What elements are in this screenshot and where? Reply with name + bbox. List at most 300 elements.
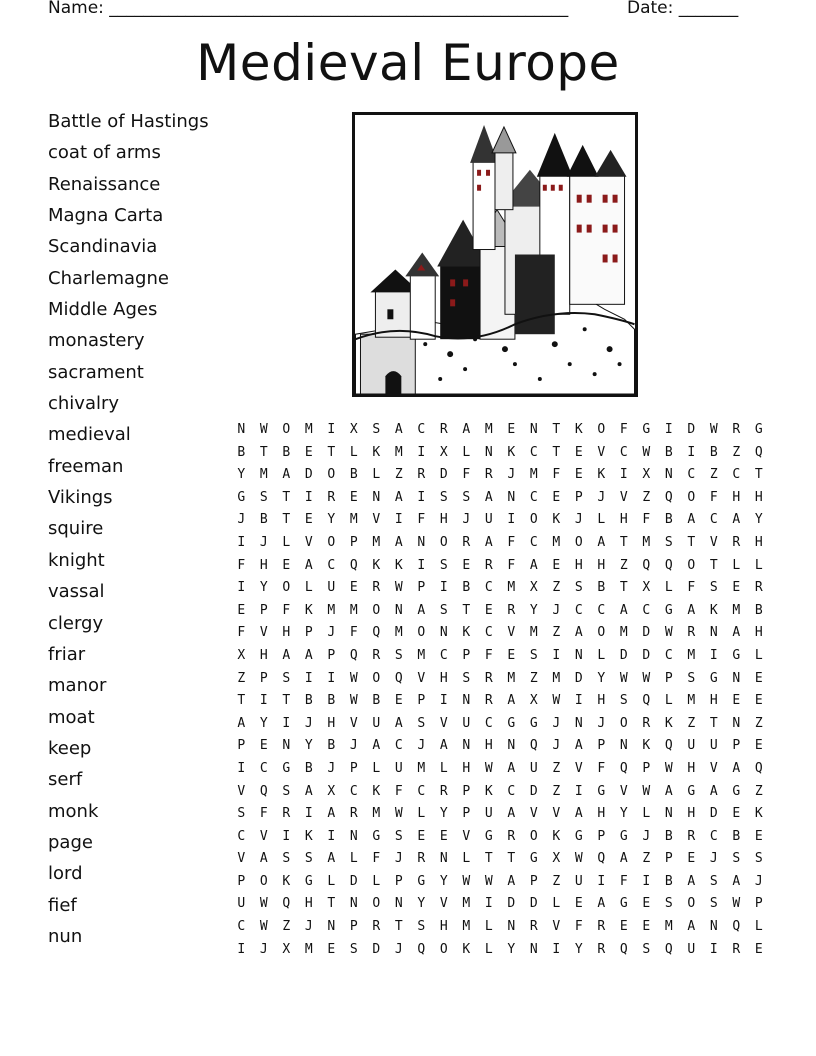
grid-letter: K bbox=[664, 715, 673, 731]
grid-letter: O bbox=[529, 512, 538, 528]
grid-letter: I bbox=[439, 693, 448, 709]
grid-letter: P bbox=[754, 896, 763, 912]
grid-letter: I bbox=[282, 828, 291, 844]
grid-letter: I bbox=[237, 534, 246, 550]
grid-letter: M bbox=[484, 422, 493, 437]
grid-letter: K bbox=[372, 444, 381, 460]
grid-letter: H bbox=[754, 625, 763, 641]
grid-letter: J bbox=[327, 625, 336, 641]
grid-letter: D bbox=[687, 422, 696, 437]
grid-letter: L bbox=[282, 534, 291, 550]
grid-letter: Q bbox=[597, 851, 606, 867]
grid-letter: K bbox=[709, 602, 718, 618]
grid-letter: A bbox=[597, 896, 606, 912]
grid-letter: T bbox=[709, 557, 718, 573]
grid-letter: O bbox=[282, 422, 291, 437]
grid-letter: Y bbox=[439, 873, 448, 889]
grid-letter: M bbox=[372, 534, 381, 550]
grid-letter: F bbox=[237, 625, 246, 641]
grid-letter: V bbox=[259, 625, 268, 641]
grid-letter: R bbox=[417, 467, 426, 483]
grid-letter: G bbox=[574, 828, 583, 844]
grid-letter: B bbox=[304, 693, 313, 709]
grid-letter: E bbox=[754, 738, 763, 754]
grid-letter: X bbox=[642, 580, 651, 596]
word-list-item: Scandinavia bbox=[48, 236, 158, 258]
grid-letter: Z bbox=[754, 715, 763, 731]
grid-letter: P bbox=[417, 580, 426, 596]
grid-letter: C bbox=[597, 602, 606, 618]
grid-letter: E bbox=[304, 444, 313, 460]
grid-letter: E bbox=[574, 467, 583, 483]
grid-letter: M bbox=[507, 580, 516, 596]
grid-letter: P bbox=[394, 873, 403, 889]
grid-letter: Z bbox=[552, 873, 561, 889]
grid-letter: H bbox=[462, 760, 471, 776]
grid-letter: S bbox=[642, 941, 651, 957]
word-search-grid bbox=[230, 419, 770, 961]
grid-letter: E bbox=[642, 919, 651, 935]
grid-letter: U bbox=[529, 760, 538, 776]
grid-letter: H bbox=[574, 557, 583, 573]
grid-letter: L bbox=[484, 919, 493, 935]
grid-letter: W bbox=[664, 625, 673, 641]
grid-letter: E bbox=[417, 828, 426, 844]
grid-letter: H bbox=[282, 625, 291, 641]
grid-letter: T bbox=[552, 422, 561, 437]
grid-letter: G bbox=[709, 670, 718, 686]
grid-letter: A bbox=[304, 647, 313, 663]
grid-letter: O bbox=[687, 557, 696, 573]
grid-letter: S bbox=[282, 851, 291, 867]
grid-letter: W bbox=[732, 896, 741, 912]
grid-letter: E bbox=[507, 647, 516, 663]
grid-letter: I bbox=[304, 489, 313, 505]
grid-letter: F bbox=[282, 602, 291, 618]
grid-letter: Q bbox=[732, 919, 741, 935]
grid-letter: N bbox=[507, 738, 516, 754]
grid-letter: Y bbox=[259, 580, 268, 596]
grid-letter: P bbox=[349, 919, 358, 935]
grid-letter: I bbox=[417, 557, 426, 573]
grid-letter: J bbox=[259, 534, 268, 550]
grid-letter: M bbox=[664, 919, 673, 935]
grid-letter: S bbox=[754, 851, 763, 867]
grid-letter: K bbox=[372, 557, 381, 573]
word-list-item: coat of arms bbox=[48, 142, 161, 164]
word-list-item: Magna Carta bbox=[48, 205, 164, 227]
grid-letter: B bbox=[709, 444, 718, 460]
grid-letter: O bbox=[439, 941, 448, 957]
grid-letter: A bbox=[394, 422, 403, 437]
grid-letter: E bbox=[507, 422, 516, 437]
grid-letter: P bbox=[349, 760, 358, 776]
word-list-item: fief bbox=[48, 894, 77, 916]
grid-letter: W bbox=[259, 422, 268, 437]
grid-letter: W bbox=[394, 806, 403, 822]
grid-letter: M bbox=[462, 919, 471, 935]
grid-letter: H bbox=[439, 919, 448, 935]
grid-letter: Q bbox=[417, 941, 426, 957]
grid-letter: Y bbox=[327, 512, 336, 528]
grid-letter: H bbox=[327, 715, 336, 731]
word-list-item: Vikings bbox=[48, 487, 113, 509]
grid-letter: H bbox=[732, 489, 741, 505]
grid-letter: P bbox=[259, 602, 268, 618]
grid-letter: A bbox=[619, 851, 628, 867]
grid-letter: S bbox=[709, 896, 718, 912]
grid-letter: M bbox=[529, 625, 538, 641]
grid-letter: R bbox=[687, 625, 696, 641]
grid-letter: X bbox=[282, 941, 291, 957]
grid-letter: Z bbox=[237, 670, 246, 686]
grid-letter: B bbox=[597, 580, 606, 596]
grid-letter: L bbox=[462, 444, 471, 460]
grid-letter: G bbox=[597, 783, 606, 799]
word-list-item: friar bbox=[48, 643, 86, 665]
grid-letter: P bbox=[597, 738, 606, 754]
grid-letter: H bbox=[259, 647, 268, 663]
grid-letter: Q bbox=[754, 760, 763, 776]
grid-letter: G bbox=[687, 783, 696, 799]
grid-letter: A bbox=[439, 738, 448, 754]
grid-letter: F bbox=[687, 580, 696, 596]
grid-letter: Q bbox=[282, 896, 291, 912]
word-list-item: vassal bbox=[48, 581, 105, 603]
grid-letter: Q bbox=[664, 489, 673, 505]
grid-letter: I bbox=[439, 580, 448, 596]
grid-letter: N bbox=[529, 941, 538, 957]
grid-letter: J bbox=[304, 715, 313, 731]
grid-letter: M bbox=[507, 670, 516, 686]
grid-letter: U bbox=[237, 896, 246, 912]
grid-letter: E bbox=[552, 557, 561, 573]
word-list-item: Middle Ages bbox=[48, 299, 158, 321]
grid-letter: K bbox=[642, 738, 651, 754]
grid-letter: I bbox=[237, 580, 246, 596]
grid-letter: T bbox=[687, 534, 696, 550]
grid-letter: L bbox=[642, 806, 651, 822]
grid-letter: Y bbox=[439, 806, 448, 822]
grid-letter: S bbox=[304, 851, 313, 867]
grid-letter: K bbox=[754, 806, 763, 822]
grid-letter: F bbox=[574, 919, 583, 935]
grid-letter: I bbox=[237, 760, 246, 776]
grid-letter: E bbox=[259, 738, 268, 754]
grid-letter: O bbox=[282, 580, 291, 596]
grid-letter: O bbox=[327, 467, 336, 483]
grid-letter: C bbox=[394, 738, 403, 754]
grid-letter: V bbox=[709, 534, 718, 550]
grid-letter: L bbox=[754, 557, 763, 573]
grid-letter: I bbox=[304, 806, 313, 822]
grid-letter: T bbox=[327, 896, 336, 912]
grid-letter: J bbox=[394, 851, 403, 867]
grid-letter: T bbox=[507, 851, 516, 867]
grid-letter: D bbox=[507, 896, 516, 912]
word-list-item: Battle of Hastings bbox=[48, 111, 209, 132]
grid-letter: X bbox=[529, 580, 538, 596]
grid-letter: P bbox=[417, 693, 426, 709]
grid-letter: I bbox=[259, 693, 268, 709]
grid-letter: I bbox=[709, 941, 718, 957]
castle-illustration-icon bbox=[352, 112, 638, 397]
grid-letter: E bbox=[462, 557, 471, 573]
grid-letter: A bbox=[259, 851, 268, 867]
grid-letter: I bbox=[394, 512, 403, 528]
grid-letter: A bbox=[484, 534, 493, 550]
grid-letter: B bbox=[327, 738, 336, 754]
grid-letter: T bbox=[484, 851, 493, 867]
grid-letter: P bbox=[259, 670, 268, 686]
grid-letter: A bbox=[574, 806, 583, 822]
grid-letter: J bbox=[642, 828, 651, 844]
name-field-label: Name: ______________________________________________________ bbox=[48, 0, 569, 18]
grid-letter: F bbox=[709, 489, 718, 505]
grid-letter: R bbox=[439, 783, 448, 799]
grid-letter: T bbox=[282, 489, 291, 505]
grid-letter: D bbox=[642, 647, 651, 663]
grid-letter: C bbox=[529, 534, 538, 550]
grid-letter: X bbox=[529, 693, 538, 709]
grid-letter: J bbox=[597, 489, 606, 505]
grid-letter: K bbox=[552, 828, 561, 844]
grid-letter: U bbox=[372, 715, 381, 731]
grid-letter: I bbox=[282, 715, 291, 731]
grid-letter: Z bbox=[552, 760, 561, 776]
grid-letter: Z bbox=[552, 580, 561, 596]
grid-letter: J bbox=[574, 512, 583, 528]
grid-letter: V bbox=[709, 760, 718, 776]
grid-letter: M bbox=[417, 760, 426, 776]
grid-letter: A bbox=[687, 602, 696, 618]
grid-letter: G bbox=[642, 422, 651, 437]
grid-letter: V bbox=[417, 670, 426, 686]
grid-letter: K bbox=[462, 941, 471, 957]
grid-letter: R bbox=[327, 489, 336, 505]
grid-letter: F bbox=[619, 422, 628, 437]
grid-letter: L bbox=[349, 444, 358, 460]
grid-letter: A bbox=[304, 557, 313, 573]
grid-letter: J bbox=[754, 873, 763, 889]
grid-letter: S bbox=[439, 602, 448, 618]
grid-letter: E bbox=[574, 444, 583, 460]
grid-letter: N bbox=[237, 422, 246, 437]
grid-letter: M bbox=[552, 534, 561, 550]
grid-letter: E bbox=[349, 580, 358, 596]
grid-letter: X bbox=[349, 422, 358, 437]
grid-letter: U bbox=[394, 760, 403, 776]
grid-letter: G bbox=[754, 422, 763, 437]
grid-letter: N bbox=[439, 625, 448, 641]
grid-letter: B bbox=[282, 444, 291, 460]
grid-letter: T bbox=[619, 580, 628, 596]
grid-letter: V bbox=[619, 783, 628, 799]
grid-letter: W bbox=[349, 693, 358, 709]
grid-letter: E bbox=[732, 580, 741, 596]
grid-letter: N bbox=[394, 602, 403, 618]
grid-letter: F bbox=[462, 467, 471, 483]
grid-letter: V bbox=[237, 851, 246, 867]
grid-letter: N bbox=[394, 896, 403, 912]
grid-letter: W bbox=[259, 919, 268, 935]
grid-letter: B bbox=[304, 760, 313, 776]
grid-letter: P bbox=[237, 738, 246, 754]
grid-letter: V bbox=[237, 783, 246, 799]
grid-letter: E bbox=[394, 693, 403, 709]
word-list-item: keep bbox=[48, 737, 92, 759]
grid-letter: A bbox=[732, 625, 741, 641]
grid-letter: E bbox=[282, 557, 291, 573]
grid-letter: N bbox=[507, 919, 516, 935]
grid-letter: D bbox=[304, 467, 313, 483]
grid-letter: H bbox=[709, 693, 718, 709]
grid-letter: D bbox=[529, 896, 538, 912]
grid-letter: O bbox=[372, 670, 381, 686]
grid-letter: Q bbox=[259, 783, 268, 799]
grid-letter: R bbox=[597, 919, 606, 935]
grid-letter: E bbox=[687, 851, 696, 867]
grid-letter: L bbox=[552, 896, 561, 912]
grid-letter: H bbox=[687, 806, 696, 822]
grid-letter: K bbox=[597, 467, 606, 483]
word-list-item: manor bbox=[48, 675, 107, 697]
grid-letter: O bbox=[259, 873, 268, 889]
grid-letter: L bbox=[664, 693, 673, 709]
grid-letter: Z bbox=[282, 919, 291, 935]
grid-letter: A bbox=[417, 602, 426, 618]
grid-letter: G bbox=[507, 715, 516, 731]
grid-letter: A bbox=[237, 715, 246, 731]
grid-letter: D bbox=[372, 941, 381, 957]
grid-letter: Q bbox=[619, 941, 628, 957]
grid-letter: R bbox=[732, 534, 741, 550]
grid-letter: F bbox=[394, 783, 403, 799]
grid-letter: C bbox=[507, 783, 516, 799]
grid-letter: R bbox=[372, 919, 381, 935]
grid-letter: V bbox=[349, 715, 358, 731]
grid-letter: J bbox=[304, 919, 313, 935]
grid-letter: A bbox=[732, 512, 741, 528]
grid-letter: U bbox=[484, 512, 493, 528]
grid-letter: Z bbox=[642, 489, 651, 505]
grid-letter: A bbox=[282, 647, 291, 663]
grid-letter: I bbox=[552, 647, 561, 663]
grid-letter: B bbox=[754, 602, 763, 618]
grid-letter: O bbox=[687, 896, 696, 912]
grid-letter: T bbox=[552, 444, 561, 460]
grid-letter: N bbox=[619, 738, 628, 754]
word-list-item: freeman bbox=[48, 455, 124, 477]
grid-letter: S bbox=[664, 896, 673, 912]
grid-letter: X bbox=[552, 851, 561, 867]
grid-letter: Z bbox=[552, 625, 561, 641]
grid-letter: L bbox=[349, 851, 358, 867]
grid-letter: G bbox=[619, 828, 628, 844]
grid-letter: H bbox=[259, 557, 268, 573]
grid-letter: V bbox=[529, 806, 538, 822]
grid-letter: B bbox=[732, 828, 741, 844]
grid-letter: N bbox=[439, 851, 448, 867]
grid-letter: A bbox=[372, 738, 381, 754]
grid-letter: P bbox=[462, 806, 471, 822]
grid-letter: I bbox=[552, 941, 561, 957]
grid-letter: X bbox=[327, 783, 336, 799]
grid-letter: T bbox=[394, 919, 403, 935]
grid-letter: G bbox=[619, 896, 628, 912]
grid-letter: O bbox=[439, 534, 448, 550]
grid-letter: N bbox=[484, 444, 493, 460]
grid-letter: Y bbox=[417, 896, 426, 912]
grid-letter: U bbox=[687, 941, 696, 957]
grid-letter: J bbox=[259, 941, 268, 957]
grid-letter: S bbox=[462, 670, 471, 686]
grid-letter: Q bbox=[664, 738, 673, 754]
grid-letter: C bbox=[529, 444, 538, 460]
grid-letter: A bbox=[619, 602, 628, 618]
grid-letter: Z bbox=[529, 670, 538, 686]
grid-letter: I bbox=[327, 828, 336, 844]
grid-letter: F bbox=[642, 512, 651, 528]
grid-letter: A bbox=[687, 512, 696, 528]
word-list bbox=[48, 108, 209, 954]
grid-letter: V bbox=[507, 625, 516, 641]
grid-letter: M bbox=[732, 602, 741, 618]
grid-letter: R bbox=[484, 670, 493, 686]
grid-letter: L bbox=[417, 806, 426, 822]
grid-letter: K bbox=[484, 783, 493, 799]
grid-letter: R bbox=[529, 919, 538, 935]
grid-letter: S bbox=[237, 806, 246, 822]
grid-letter: H bbox=[439, 670, 448, 686]
word-list-item: monk bbox=[48, 800, 99, 822]
grid-letter: E bbox=[732, 806, 741, 822]
grid-letter: U bbox=[709, 738, 718, 754]
grid-letter: S bbox=[394, 828, 403, 844]
grid-letter: Y bbox=[574, 941, 583, 957]
grid-letter: G bbox=[732, 783, 741, 799]
grid-letter: E bbox=[304, 512, 313, 528]
grid-letter: N bbox=[709, 625, 718, 641]
grid-letter: T bbox=[619, 534, 628, 550]
grid-letter: U bbox=[574, 873, 583, 889]
grid-letter: W bbox=[574, 851, 583, 867]
grid-letter: R bbox=[507, 828, 516, 844]
grid-letter: L bbox=[372, 467, 381, 483]
grid-letter: V bbox=[372, 512, 381, 528]
grid-letter: F bbox=[417, 512, 426, 528]
grid-letter: J bbox=[507, 467, 516, 483]
grid-letter: T bbox=[282, 512, 291, 528]
grid-letter: Z bbox=[709, 467, 718, 483]
grid-letter: S bbox=[349, 941, 358, 957]
header bbox=[48, 0, 756, 18]
grid-letter: R bbox=[372, 580, 381, 596]
word-list-item: squire bbox=[48, 518, 104, 540]
grid-letter: H bbox=[754, 534, 763, 550]
grid-letter: M bbox=[642, 534, 651, 550]
grid-letter: M bbox=[304, 422, 313, 437]
grid-letter: Q bbox=[754, 444, 763, 460]
grid-letter: G bbox=[732, 647, 741, 663]
grid-letter: M bbox=[687, 693, 696, 709]
grid-letter: V bbox=[304, 534, 313, 550]
grid-letter: S bbox=[259, 489, 268, 505]
grid-letter: I bbox=[664, 422, 673, 437]
grid-letter: O bbox=[327, 534, 336, 550]
grid-letter: I bbox=[417, 444, 426, 460]
grid-letter: X bbox=[439, 444, 448, 460]
